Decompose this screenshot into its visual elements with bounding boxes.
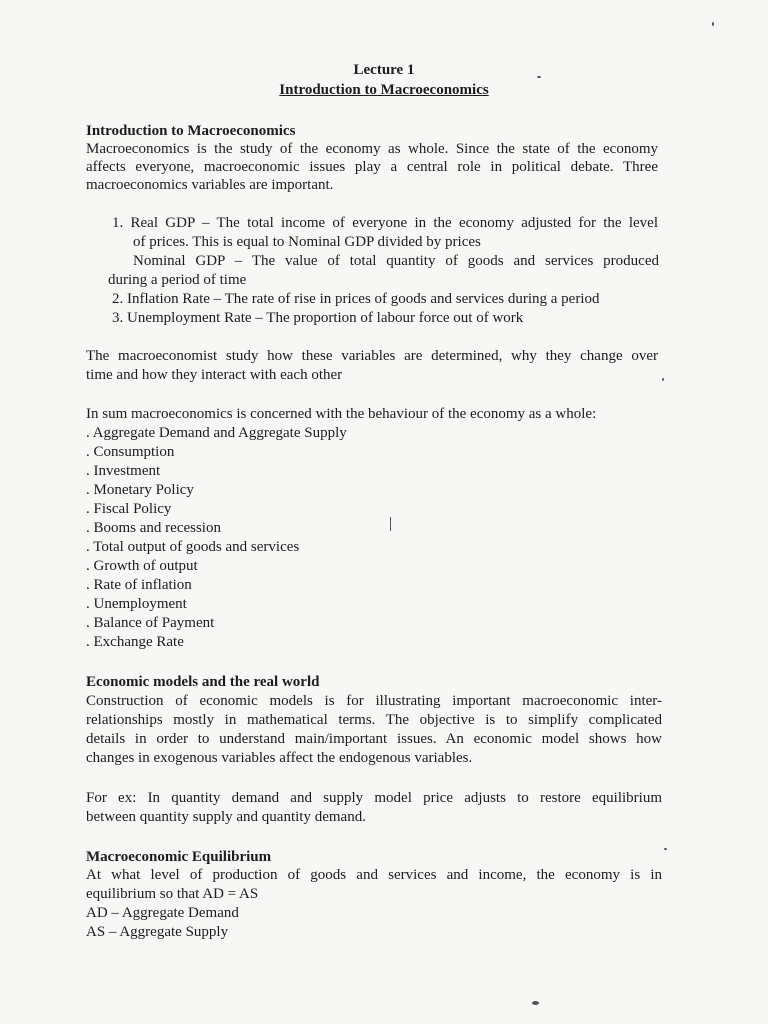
nominal-gdp-definition-cont: during a period of time xyxy=(108,272,247,288)
models-line: Construction of economic models is for illustrating important macroeconomic inter- xyxy=(86,693,662,709)
variable-item-1-cont: of prices. This is equal to Nominal GDP divided by prices xyxy=(133,234,481,250)
scan-speck xyxy=(532,1001,539,1005)
intro-line: affects everyone, macroeconomic issues play a central role in political debate. Three xyxy=(86,159,658,175)
equilibrium-line: equilibrium so that AD = AS xyxy=(86,886,259,902)
sum-lead: In sum macroeconomics is concerned with the behaviour of the economy as a whole: xyxy=(86,406,597,422)
page-title xyxy=(0,82,768,99)
study-line: The macroeconomist study how these variables are determined, why they change over xyxy=(86,348,658,364)
equilibrium-line: AS – Aggregate Supply xyxy=(86,924,229,940)
variable-item-3: 3. Unemployment Rate – The proportion of labour force out of work xyxy=(112,310,524,326)
list-item: . Unemployment xyxy=(86,596,187,612)
list-item: . Consumption xyxy=(86,444,175,460)
models-line: details in order to understand main/important issues. An economic model shows how xyxy=(86,731,662,747)
list-item: . Fiscal Policy xyxy=(86,501,172,517)
intro-line: macroeconomics variables are important. xyxy=(86,177,334,193)
variable-item-1: 1. Real GDP – The total income of everyone in the economy adjusted for the level xyxy=(112,215,658,231)
example-line: For ex: In quantity demand and supply model price adjusts to restore equilibrium xyxy=(86,790,662,806)
section-heading-models: Economic models and the real world xyxy=(86,674,320,690)
nominal-gdp-definition: Nominal GDP – The value of total quantity of goods and services produced xyxy=(133,253,659,269)
study-line: time and how they interact with each other xyxy=(86,367,343,383)
section-heading-intro: Introduction to Macroeconomics xyxy=(86,123,296,139)
lecture-number: Lecture 1 xyxy=(353,62,415,78)
list-item: . Rate of inflation xyxy=(86,577,192,593)
list-item: . Exchange Rate xyxy=(86,634,184,650)
example-line: between quantity supply and quantity demand. xyxy=(86,809,366,825)
list-item: . Aggregate Demand and Aggregate Supply xyxy=(86,425,347,441)
models-line: changes in exogenous variables affect the endogenous variables. xyxy=(86,750,473,766)
scan-speck xyxy=(664,848,667,850)
variable-item-2: 2. Inflation Rate – The rate of rise in prices of goods and services during a period xyxy=(112,291,600,307)
equilibrium-line: AD – Aggregate Demand xyxy=(86,905,239,921)
intro-line: Macroeconomics is the study of the economy as whole. Since the state of the economy xyxy=(86,141,658,157)
list-item: . Booms and recession xyxy=(86,520,221,536)
list-item: . Investment xyxy=(86,463,161,479)
scan-speck xyxy=(390,517,391,531)
scan-speck xyxy=(662,378,664,381)
equilibrium-line: At what level of production of goods and services and income, the economy is in xyxy=(86,867,662,883)
list-item: . Growth of output xyxy=(86,558,198,574)
scan-speck xyxy=(712,22,714,26)
page-title-text: Introduction to Macroeconomics xyxy=(279,82,489,98)
models-line: relationships mostly in mathematical terms. The objective is to simplify complicated xyxy=(86,712,662,728)
list-item: . Monetary Policy xyxy=(86,482,194,498)
list-item: . Balance of Payment xyxy=(86,615,215,631)
section-heading-equilibrium: Macroeconomic Equilibrium xyxy=(86,849,272,865)
list-item: . Total output of goods and services xyxy=(86,539,300,555)
